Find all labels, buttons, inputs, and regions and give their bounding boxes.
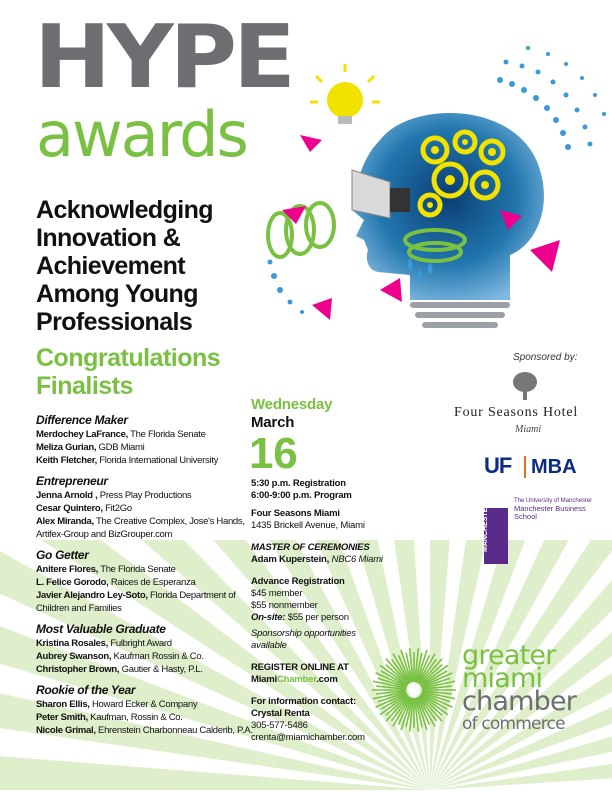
finalist-entry — [36, 441, 258, 454]
sponsored-by-label: Sponsored by: — [513, 352, 578, 363]
finalist-name: Javier Alejandro Ley-Soto, — [36, 590, 148, 601]
mc-name: Adam Kuperstein, — [251, 554, 330, 565]
manchester-logo-box — [482, 502, 508, 564]
finalist-org: Fit2Go — [102, 503, 132, 514]
uf-logo: UF — [484, 453, 512, 478]
finalist-name: Anitere Flores, — [36, 564, 99, 575]
headline-line: Innovation & — [36, 224, 181, 252]
finalist-org: Raices de Esperanza — [108, 577, 196, 588]
headline — [36, 196, 326, 336]
finalist-entry — [36, 454, 258, 467]
member-price: $45 member — [251, 588, 303, 599]
headline-line: Acknowledging — [36, 196, 213, 224]
finalist-name: Nicole Grimal, — [36, 725, 96, 736]
headline-line: Among Young — [36, 280, 198, 308]
contact-phone: 305-577-5486 — [251, 720, 308, 731]
finalist-name: Keith Fletcher, — [36, 455, 97, 466]
manchester-text — [514, 498, 606, 521]
finalist-org: Ehrenstein Charbonneau Calderib, P.A. — [95, 725, 253, 736]
finalist-name: L. Felice Gorodo, — [36, 577, 109, 588]
program-time: 6:00-9:00 p.m. Program — [251, 490, 352, 501]
category-title: Rookie of the Year — [36, 683, 136, 697]
finalist-org: Press Play Productions — [97, 490, 192, 501]
register-label: REGISTER ONLINE AT — [251, 662, 349, 673]
finalist-entry — [36, 724, 258, 737]
finalist-org: The Creative Complex, Jose's Hands, Artifex-Group and BizGrouper.com — [36, 516, 245, 540]
finalist-entry — [36, 515, 258, 541]
category-title: Go Getter — [36, 548, 89, 562]
chamber-word: greater — [462, 640, 556, 671]
lightbulb-icon — [310, 64, 380, 124]
four-seasons-logo: Four Seasons Hotel — [454, 405, 579, 420]
venue-name: Four Seasons Miami — [251, 508, 340, 519]
finalist-name: Merdochey LaFrance, — [36, 429, 128, 440]
sponsorship-note: Sponsorship opportunities available — [251, 628, 356, 651]
mc-label: MASTER OF CEREMONIES — [251, 542, 370, 553]
venue-address: 1435 Brickell Avenue, Miami — [251, 520, 365, 531]
url-part: Chamber — [276, 674, 317, 685]
finalist-entry — [36, 637, 258, 650]
finalist-name: Meliza Gurian, — [36, 442, 97, 453]
onsite-price: $55 per person — [285, 612, 349, 623]
finalist-entry — [36, 650, 258, 663]
category-title: Entrepreneur — [36, 474, 108, 488]
event-day: 16 — [249, 429, 298, 478]
finalist-name: Aubrey Swanson, — [36, 651, 112, 662]
finalist-org: Florida Department of Children and Families — [36, 590, 236, 614]
onsite-line — [251, 612, 391, 624]
finalist-entry — [36, 563, 258, 576]
finalist-org: Kaufman, Rossin & Co. — [87, 712, 183, 723]
finalist-org: The Florida Senate — [98, 564, 176, 575]
mc-line — [251, 554, 391, 566]
awards-logo: awards — [36, 98, 247, 171]
finalist-org: Kaufman Rossin & Co. — [111, 651, 204, 662]
finalist-entry — [36, 489, 258, 502]
finalist-org: Florida International University — [96, 455, 219, 466]
event-weekday: Wednesday — [251, 396, 333, 413]
manchester-university: The University of Manchester — [514, 498, 593, 504]
finalist-entry — [36, 502, 258, 515]
congrats-line: Congratulations — [36, 344, 221, 372]
four-seasons-tree-icon — [510, 370, 540, 404]
category-title: Difference Maker — [36, 413, 128, 427]
four-seasons-city: Miami — [515, 424, 542, 435]
congrats-line: Finalists — [36, 372, 133, 400]
chamber-logo-text — [462, 640, 610, 736]
finalist-categories — [36, 413, 258, 737]
mc-org: NBC6 Miami — [329, 554, 383, 565]
finalist-entry — [36, 663, 258, 676]
onsite-label: On-site: — [251, 612, 286, 623]
registration-time: 5:30 p.m. Registration — [251, 478, 346, 489]
finalist-org: Howard Ecker & Company — [89, 699, 198, 710]
finalist-name: Cesar Quintero, — [36, 503, 103, 514]
finalist-name: Sharon Ellis, — [36, 699, 90, 710]
finalist-org: Fulbright Award — [108, 638, 172, 649]
contact-label: For information contact: — [251, 696, 356, 707]
finalist-org: Gautier & Hasty, P.L. — [119, 664, 203, 675]
nonmember-price: $55 nonmember — [251, 600, 318, 611]
finalist-org: GDB Miami — [96, 442, 145, 453]
finalist-org: The Florida Senate — [127, 429, 206, 440]
advance-registration-label: Advance Registration — [251, 576, 345, 587]
hype-logo: HYPE — [34, 6, 292, 109]
url-part: Miami — [251, 674, 277, 685]
finalist-name: Alex Miranda, — [36, 516, 94, 527]
congratulations-heading — [36, 344, 276, 400]
finalist-entry — [36, 711, 258, 724]
finalist-name: Peter Smith, — [36, 712, 88, 723]
finalist-entry — [36, 428, 258, 441]
finalist-name: Jenna Arnold , — [36, 490, 98, 501]
manchester-vertical: MANCHESTER — [482, 502, 489, 552]
finalist-entry — [36, 698, 258, 711]
mba-logo: MBA — [524, 456, 577, 478]
finalist-entry — [36, 576, 258, 589]
manchester-school: Manchester Business School — [514, 504, 586, 521]
headline-line: Professionals — [36, 308, 193, 336]
finalist-entry — [36, 589, 258, 615]
base-stripes — [410, 302, 510, 328]
chamber-word: of commerce — [462, 714, 565, 734]
event-month: March — [251, 414, 295, 431]
contact-email[interactable]: crenta@miamichamber.com — [251, 732, 365, 743]
finalist-name: Christopher Brown, — [36, 664, 120, 675]
contact-name: Crystal Renta — [251, 708, 310, 719]
url-part: .com — [316, 674, 338, 685]
chamber-word: miami — [462, 663, 543, 694]
headline-line: Achievement — [36, 252, 186, 280]
chamber-word: chamber — [462, 686, 577, 717]
chamber-burst-logo — [370, 646, 458, 734]
category-title: Most Valuable Graduate — [36, 622, 166, 636]
finalist-name: Kristina Rosales, — [36, 638, 108, 649]
